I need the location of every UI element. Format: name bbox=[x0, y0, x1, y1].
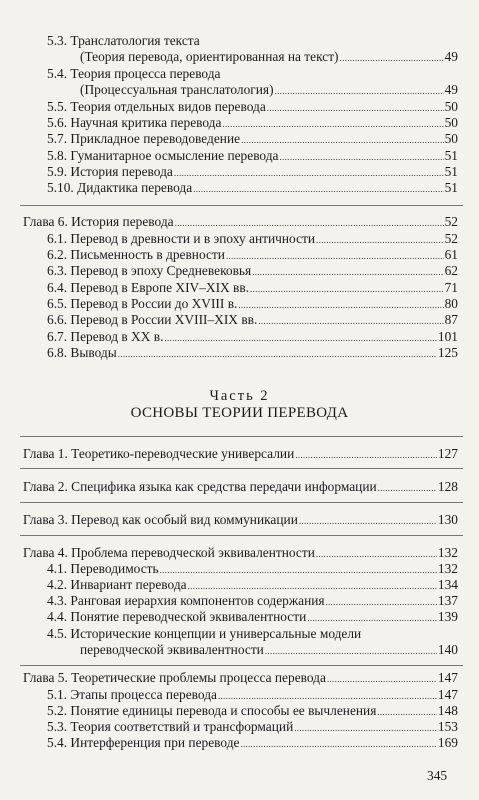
toc-page-number: 61 bbox=[444, 247, 458, 262]
toc-page-number: 134 bbox=[437, 577, 458, 592]
toc-entry-text: 4.1. Переводимость bbox=[47, 561, 159, 576]
toc-entry-5-4 bbox=[47, 67, 221, 81]
toc-page-number: 128 bbox=[437, 479, 458, 494]
toc-page-number: 169 bbox=[437, 735, 458, 750]
toc-page-number: 132 bbox=[437, 561, 458, 576]
toc-entry-4-5-cont bbox=[80, 643, 458, 658]
toc-page-number: 130 bbox=[437, 512, 458, 527]
toc-page-number: 101 bbox=[437, 329, 458, 344]
toc-entry-5-3b bbox=[47, 720, 458, 735]
toc-entry-5-2 bbox=[47, 704, 458, 719]
toc-entry-text: (Процессуальная транслатология) bbox=[80, 82, 274, 97]
divider bbox=[20, 535, 463, 536]
toc-chapter-5 bbox=[23, 671, 458, 686]
toc-entry-5-7 bbox=[47, 132, 458, 147]
leader-dots bbox=[299, 514, 437, 528]
leader-dots bbox=[238, 298, 443, 312]
toc-entry-6-4 bbox=[47, 281, 458, 296]
leader-dots bbox=[241, 133, 444, 147]
toc-entry-text: 4.2. Инвариант перевода bbox=[47, 577, 187, 592]
toc-entry-text: 6.8. Выводы bbox=[47, 345, 117, 360]
toc-entry-5-5 bbox=[47, 100, 458, 115]
leader-dots bbox=[316, 547, 437, 561]
toc-entry-5-1 bbox=[47, 688, 458, 703]
leader-dots bbox=[164, 331, 436, 345]
toc-page-number: 147 bbox=[437, 670, 458, 685]
toc-entry-text: (Теория перевода, ориентированная на текст) bbox=[80, 49, 339, 64]
part-title: ОСНОВЫ ТЕОРИИ ПЕРЕВОДА bbox=[130, 405, 349, 421]
toc-entry-6-8 bbox=[47, 346, 458, 361]
toc-entry-5-6 bbox=[47, 116, 458, 131]
toc-entry-5-10 bbox=[47, 181, 458, 196]
toc-entry-text: 5.4. Интерференция при переводе bbox=[47, 735, 240, 750]
page-number: 345 bbox=[427, 768, 448, 783]
toc-entry-text: 6.2. Письменность в древности bbox=[47, 247, 225, 262]
divider bbox=[20, 205, 463, 206]
toc-entry-text: 5.1. Этапы процесса перевода bbox=[47, 687, 217, 702]
toc-entry-text: 5.5. Теория отдельных видов перевода bbox=[47, 99, 266, 114]
toc-page-number: 49 bbox=[444, 82, 458, 97]
toc-entry-4-1 bbox=[47, 562, 458, 577]
part-label: Часть 2 bbox=[209, 388, 270, 404]
toc-entry-text: 6.4. Перевод в Европе XIV–XIX вв. bbox=[47, 280, 250, 295]
toc-entry-text: 6.1. Перевод в древности и в эпоху античности bbox=[47, 231, 316, 246]
toc-entry-4-5 bbox=[47, 627, 361, 641]
toc-entry-text: 5.10. Дидактика перевода bbox=[47, 180, 193, 195]
toc-entry-text: 4.4. Понятие переводческой эквивалентности bbox=[47, 609, 307, 624]
toc-chapter-title: Глава 5. Теоретические проблемы процесса перевода bbox=[23, 670, 326, 685]
toc-entry-text: 5.3. Транслатология текста bbox=[47, 33, 200, 48]
toc-page-number: 137 bbox=[437, 593, 458, 608]
toc-entry-6-3 bbox=[47, 264, 458, 279]
leader-dots bbox=[258, 314, 443, 328]
toc-entry-6-1 bbox=[47, 232, 458, 247]
toc-chapter-title: Глава 1. Теоретико-переводческие универсалии bbox=[23, 446, 295, 461]
leader-dots bbox=[265, 644, 437, 658]
toc-page-number: 125 bbox=[437, 345, 458, 360]
leader-dots bbox=[175, 216, 444, 230]
leader-dots bbox=[316, 233, 444, 247]
leader-dots bbox=[218, 689, 437, 703]
toc-chapter-4 bbox=[23, 546, 458, 561]
toc-entry-text: 5.6. Научная критика перевода bbox=[47, 115, 222, 130]
toc-entry-text: 4.5. Исторические концепции и универсальные модели bbox=[47, 626, 362, 641]
toc-page-number: 153 bbox=[437, 719, 458, 734]
leader-dots bbox=[378, 481, 437, 495]
toc-chapter-2 bbox=[23, 480, 458, 495]
leader-dots bbox=[327, 672, 437, 686]
toc-entry-text: 5.9. История перевода bbox=[47, 164, 173, 179]
leader-dots bbox=[280, 150, 444, 164]
toc-entry-6-6 bbox=[47, 313, 458, 328]
toc-entry-text: 5.8. Гуманитарное осмысление перевода bbox=[47, 148, 279, 163]
leader-dots bbox=[252, 265, 443, 279]
toc-entry-6-5 bbox=[47, 297, 458, 312]
leader-dots bbox=[295, 448, 437, 462]
leader-dots bbox=[160, 563, 437, 577]
leader-dots bbox=[188, 579, 437, 593]
leader-dots bbox=[174, 166, 444, 180]
toc-entry-text: 5.3. Теория соответствий и трансформаций bbox=[47, 719, 294, 734]
toc-page-number: 51 bbox=[444, 180, 458, 195]
toc-chapter-title: Глава 4. Проблема переводческой эквивалентности bbox=[23, 545, 315, 560]
leader-dots bbox=[250, 282, 444, 296]
leader-dots bbox=[340, 51, 444, 65]
toc-page-number: 71 bbox=[444, 280, 458, 295]
toc-page-number: 49 bbox=[444, 49, 458, 64]
toc-entry-4-3 bbox=[47, 594, 458, 609]
toc-entry-text: 6.7. Перевод в XX в. bbox=[47, 329, 164, 344]
leader-dots bbox=[118, 347, 437, 361]
divider bbox=[20, 665, 463, 666]
leader-dots bbox=[226, 249, 444, 263]
leader-dots bbox=[193, 182, 443, 196]
toc-page-number: 87 bbox=[444, 312, 458, 327]
toc-entry-4-2 bbox=[47, 578, 458, 593]
toc-page-number: 147 bbox=[437, 687, 458, 702]
toc-page-number: 50 bbox=[444, 115, 458, 130]
leader-dots bbox=[377, 705, 437, 719]
toc-entry-5-9 bbox=[47, 165, 458, 180]
divider bbox=[20, 502, 463, 503]
toc-page-number: 51 bbox=[444, 148, 458, 163]
toc-entry-text: 5.7. Прикладное переводоведение bbox=[47, 131, 241, 146]
leader-dots bbox=[307, 611, 437, 625]
toc-chapter-title: Глава 6. История перевода bbox=[23, 214, 174, 229]
toc-entry-text: 4.3. Ранговая иерархия компонентов содержания bbox=[47, 593, 325, 608]
toc-page-number: 52 bbox=[444, 214, 458, 229]
leader-dots bbox=[267, 101, 444, 115]
toc-page-number: 127 bbox=[437, 446, 458, 461]
divider bbox=[20, 436, 463, 437]
toc-entry-5-3 bbox=[47, 34, 200, 48]
leader-dots bbox=[326, 595, 437, 609]
leader-dots bbox=[294, 721, 437, 735]
toc-entry-5-4-cont bbox=[80, 83, 458, 98]
toc-page-number: 80 bbox=[444, 296, 458, 311]
toc-entry-text: 6.3. Перевод в эпоху Средневековья bbox=[47, 263, 252, 278]
toc-entry-text: 5.4. Теория процесса перевода bbox=[47, 66, 221, 81]
toc-entry-5-4b bbox=[47, 736, 458, 751]
toc-entry-6-7 bbox=[47, 330, 458, 345]
leader-dots bbox=[275, 84, 444, 98]
toc-page-number: 52 bbox=[444, 231, 458, 246]
toc-page-number: 132 bbox=[437, 545, 458, 560]
toc-entry-text: 6.6. Перевод в России XVIII–XIX вв. bbox=[47, 312, 258, 327]
toc-entry-text: переводческой эквивалентности bbox=[80, 642, 264, 657]
toc-page-number: 50 bbox=[444, 131, 458, 146]
toc-page-number: 62 bbox=[444, 263, 458, 278]
leader-dots bbox=[222, 117, 443, 131]
toc-entry-text: 5.2. Понятие единицы перевода и способы ее вычленения bbox=[47, 703, 377, 718]
toc-page-number: 50 bbox=[444, 99, 458, 114]
toc-chapter-title: Глава 3. Перевод как особый вид коммуникации bbox=[23, 512, 298, 527]
toc-chapter-title: Глава 2. Специфика языка как средства передачи информации bbox=[23, 479, 377, 494]
toc-entry-4-4 bbox=[47, 610, 458, 625]
toc-entry-text: 6.5. Перевод в России до XVIII в. bbox=[47, 296, 238, 311]
divider bbox=[20, 468, 463, 469]
toc-chapter-6 bbox=[23, 215, 458, 230]
toc-page-number: 51 bbox=[444, 164, 458, 179]
leader-dots bbox=[240, 737, 436, 751]
toc-chapter-1 bbox=[23, 447, 458, 462]
toc-entry-6-2 bbox=[47, 248, 458, 263]
toc-entry-5-8 bbox=[47, 149, 458, 164]
toc-entry-5-3-cont bbox=[80, 50, 458, 65]
toc-page-number: 139 bbox=[437, 609, 458, 624]
toc-page-number: 148 bbox=[437, 703, 458, 718]
toc-chapter-3 bbox=[23, 513, 458, 528]
toc-page-number: 140 bbox=[437, 642, 458, 657]
